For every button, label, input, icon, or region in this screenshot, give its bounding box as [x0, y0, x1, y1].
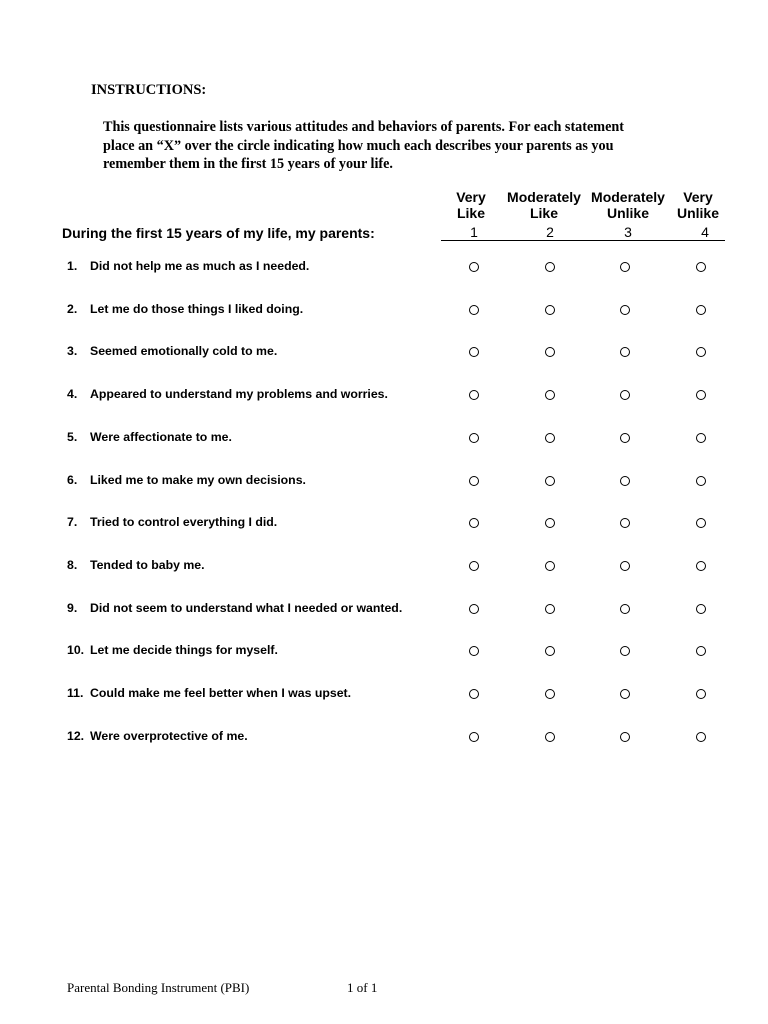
response-circle-option-1[interactable] — [469, 262, 479, 272]
question-text: Let me do those things I liked doing. — [90, 301, 304, 316]
scale-label-line2: Unlike — [606, 205, 650, 221]
scale-label-line2: Like — [529, 205, 559, 221]
response-circle-option-3[interactable] — [620, 305, 630, 315]
question-number: 5. — [67, 429, 78, 444]
question-row — [0, 601, 768, 621]
response-circle-option-2[interactable] — [545, 390, 555, 400]
response-circle-option-2[interactable] — [545, 518, 555, 528]
response-circle-option-4[interactable] — [696, 433, 706, 443]
question-row — [0, 473, 768, 493]
response-circle-option-2[interactable] — [545, 604, 555, 614]
question-number: 4. — [67, 387, 78, 402]
response-circle-option-3[interactable] — [620, 476, 630, 486]
question-text: Tried to control everything I did. — [90, 515, 278, 530]
scale-number: 2 — [546, 224, 554, 240]
instructions-line: remember them in the first 15 years of your life. — [103, 156, 393, 172]
question-row — [0, 686, 768, 706]
response-circle-option-1[interactable] — [469, 347, 479, 357]
response-circle-option-1[interactable] — [469, 689, 479, 699]
question-number: 1. — [67, 259, 78, 273]
response-circle-option-3[interactable] — [620, 433, 630, 443]
question-number: 2. — [67, 301, 78, 316]
response-circle-option-4[interactable] — [696, 347, 706, 357]
scale-label-line1: Very — [683, 189, 713, 205]
response-circle-option-3[interactable] — [620, 646, 630, 656]
question-row — [0, 387, 768, 407]
response-circle-option-2[interactable] — [545, 561, 555, 571]
question-number: 8. — [67, 557, 78, 572]
scale-number: 3 — [624, 224, 632, 240]
response-circle-option-2[interactable] — [545, 262, 555, 272]
question-text: Were affectionate to me. — [90, 429, 232, 444]
response-circle-option-3[interactable] — [620, 604, 630, 614]
question-number: 12. — [67, 728, 85, 743]
response-circle-option-3[interactable] — [620, 732, 630, 742]
question-text: Let me decide things for myself. — [90, 643, 278, 658]
response-circle-option-3[interactable] — [620, 347, 630, 357]
question-number: 6. — [67, 472, 78, 487]
response-circle-option-3[interactable] — [620, 689, 630, 699]
question-text: Liked me to make my own decisions. — [90, 472, 306, 487]
question-text: Seemed emotionally cold to me. — [90, 344, 278, 359]
response-circle-option-1[interactable] — [469, 390, 479, 400]
section-label: During the first 15 years of my life, my parents: — [62, 225, 375, 241]
question-number: 3. — [67, 344, 78, 359]
scale-column-very-unlike — [677, 189, 719, 221]
response-circle-option-4[interactable] — [696, 732, 706, 742]
scale-divider — [441, 240, 725, 241]
response-circle-option-3[interactable] — [620, 390, 630, 400]
instructions-line: place an “X” over the circle indicating how much each describes your parents as you — [103, 137, 614, 154]
footer-page-number: 1 of 1 — [347, 980, 378, 995]
question-row — [0, 259, 768, 279]
question-text: Could make me feel better when I was upset. — [90, 686, 352, 700]
scale-column-very-like — [456, 189, 486, 221]
question-row — [0, 643, 768, 663]
question-text: Tended to baby me. — [90, 557, 205, 572]
instructions-text — [103, 118, 703, 174]
response-circle-option-3[interactable] — [620, 518, 630, 528]
response-circle-option-4[interactable] — [696, 646, 706, 656]
question-row — [0, 430, 768, 450]
response-circle-option-1[interactable] — [469, 604, 479, 614]
question-text: Were overprotective of me. — [90, 728, 248, 743]
instructions-heading: INSTRUCTIONS: — [91, 82, 207, 98]
question-row — [0, 729, 768, 749]
response-circle-option-2[interactable] — [545, 347, 555, 357]
scale-label-line1: Moderately — [507, 189, 581, 205]
response-circle-option-3[interactable] — [620, 561, 630, 571]
response-circle-option-2[interactable] — [545, 732, 555, 742]
question-row — [0, 515, 768, 535]
response-circle-option-2[interactable] — [545, 476, 555, 486]
response-circle-option-4[interactable] — [696, 390, 706, 400]
instructions-line: This questionnaire lists various attitudes and behaviors of parents. For each statement — [103, 119, 625, 135]
question-row — [0, 558, 768, 578]
response-circle-option-1[interactable] — [469, 646, 479, 656]
response-circle-option-1[interactable] — [469, 476, 479, 486]
scale-column-moderately-unlike — [591, 189, 665, 221]
scale-number: 1 — [470, 224, 478, 240]
scale-number: 4 — [701, 224, 709, 240]
question-number: 7. — [67, 515, 78, 530]
response-circle-option-4[interactable] — [696, 476, 706, 486]
response-circle-option-2[interactable] — [545, 433, 555, 443]
question-row — [0, 344, 768, 364]
question-number: 10. — [67, 643, 85, 658]
question-number: 11. — [67, 686, 84, 700]
response-circle-option-4[interactable] — [696, 689, 706, 699]
response-circle-option-2[interactable] — [545, 305, 555, 315]
response-circle-option-4[interactable] — [696, 305, 706, 315]
scale-label-line1: Very — [456, 189, 486, 205]
question-row — [0, 302, 768, 322]
question-text: Did not help me as much as I needed. — [90, 259, 310, 273]
response-circle-option-2[interactable] — [545, 689, 555, 699]
response-circle-option-3[interactable] — [620, 262, 630, 272]
response-circle-option-4[interactable] — [696, 561, 706, 571]
question-text: Appeared to understand my problems and worries. — [90, 387, 388, 402]
response-circle-option-1[interactable] — [469, 561, 479, 571]
response-circle-option-1[interactable] — [469, 305, 479, 315]
footer-title: Parental Bonding Instrument (PBI) — [67, 980, 250, 995]
question-number: 9. — [67, 600, 78, 615]
scale-label-line1: Moderately — [591, 189, 665, 205]
response-circle-option-1[interactable] — [469, 518, 479, 528]
scale-label-line2: Like — [456, 205, 485, 221]
response-circle-option-1[interactable] — [469, 732, 479, 742]
response-circle-option-4[interactable] — [696, 518, 706, 528]
scale-label-line2: Unlike — [676, 205, 720, 221]
response-circle-option-2[interactable] — [545, 646, 555, 656]
response-circle-option-1[interactable] — [469, 433, 479, 443]
scale-column-moderately-like — [507, 189, 581, 221]
question-text: Did not seem to understand what I needed or wanted. — [90, 600, 403, 615]
response-circle-option-4[interactable] — [696, 262, 706, 272]
response-circle-option-4[interactable] — [696, 604, 706, 614]
